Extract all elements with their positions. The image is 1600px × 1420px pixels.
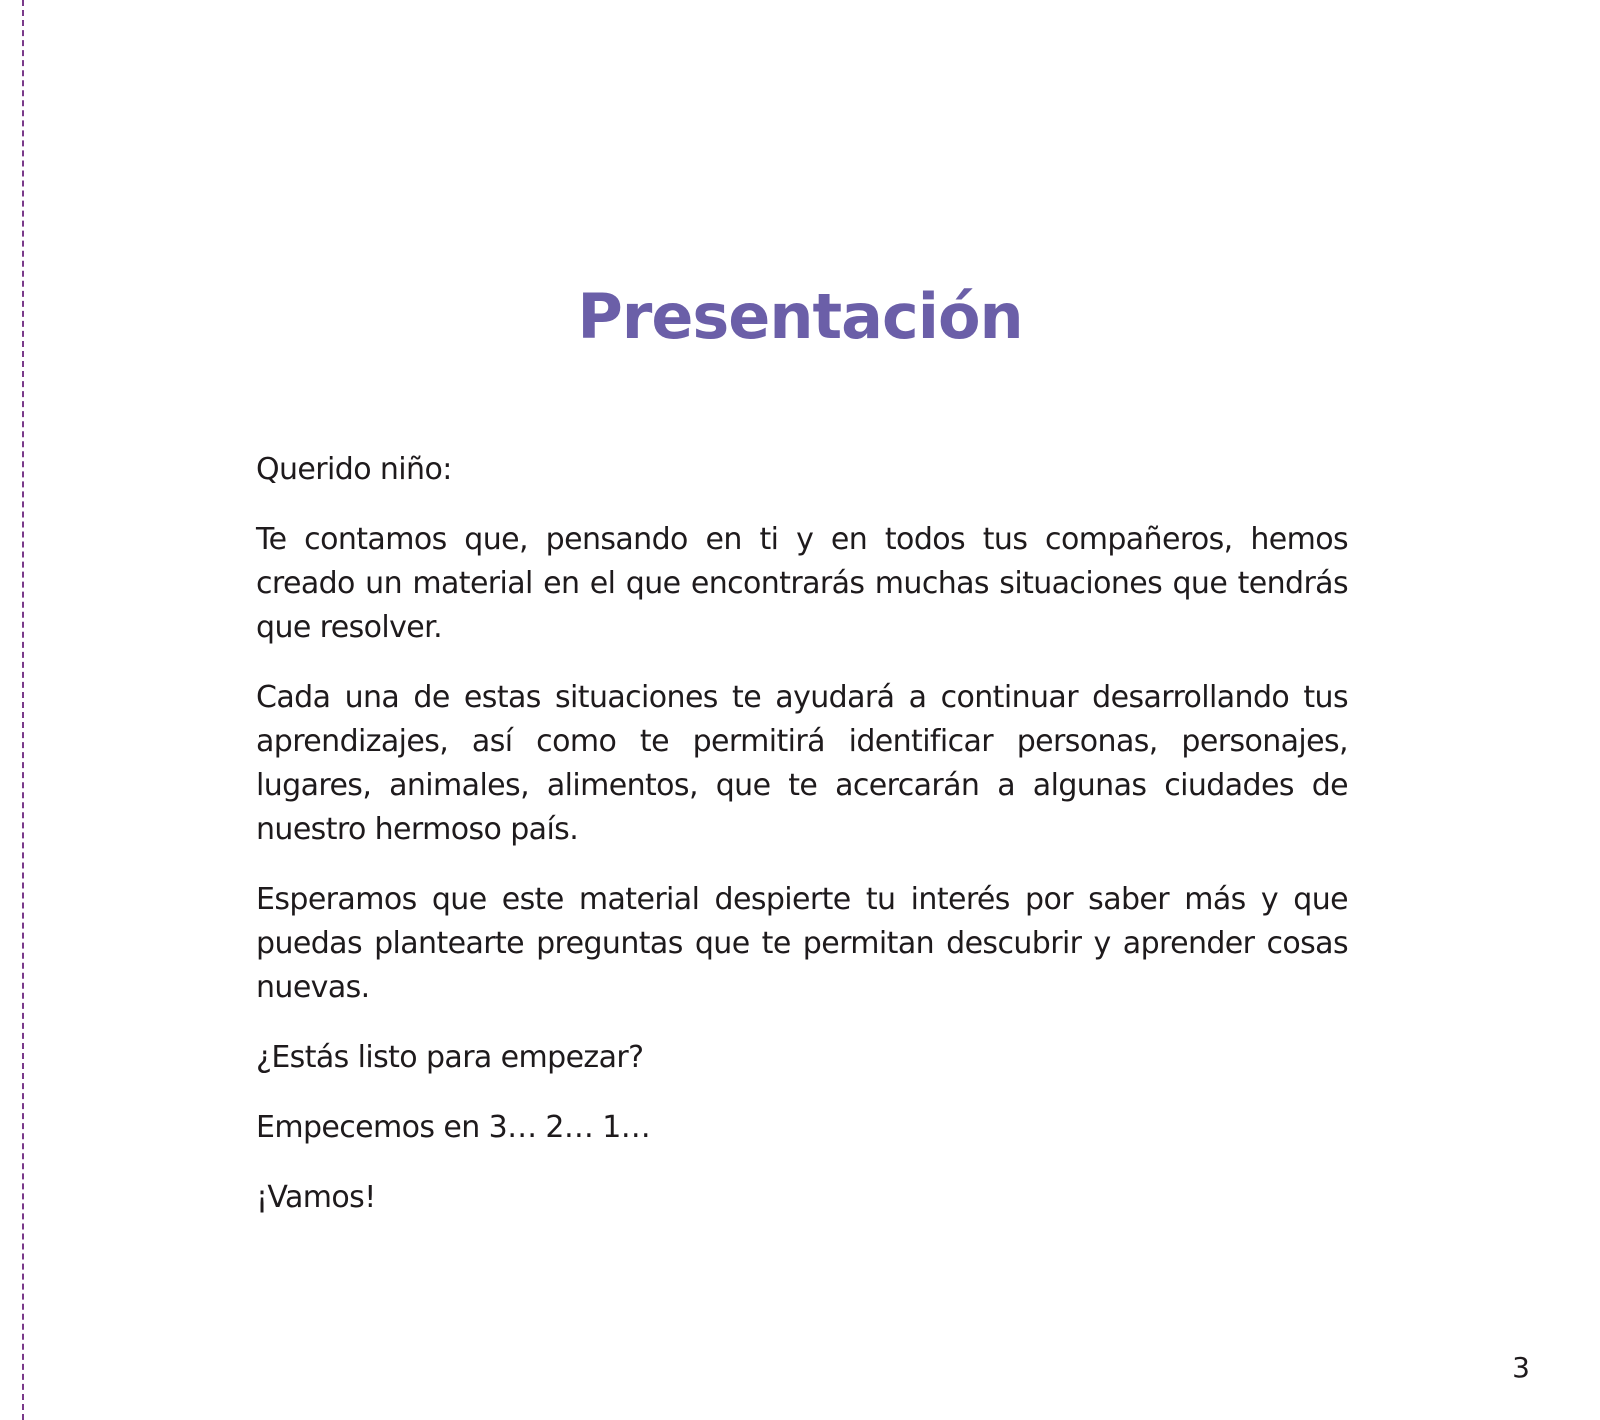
closing-countdown: Empecemos en 3… 2… 1… [256,1110,651,1145]
body-text [256,448,1348,1246]
page-number: 3 [1512,1351,1530,1384]
closing-question: ¿Estás listo para empezar? [256,1040,644,1075]
paragraph-intro: Te contamos que, pensando en ti y en todos tus compañeros, hemos creado un material en el que encontrarás muchas situaciones que tendrás que resolver. [256,522,1348,645]
paragraph-hope: Esperamos que este material despierte tu interés por saber más y que puedas plantearte preguntas que te permitan descubrir y aprender cosas nuevas. [256,882,1348,1005]
closing-cheer: ¡Vamos! [256,1180,376,1215]
paragraph-situations: Cada una de estas situaciones te ayudará a continuar desarrollando tus aprendizajes, así como te permitirá identificar personas, personajes, lugares, animales, alimentos, que te acercarán a algunas ciudades de nuestro hermoso país. [256,680,1348,847]
greeting: Querido niño: [256,452,452,487]
page-title: Presentación [577,280,1023,353]
dashed-cut-line [22,0,24,1420]
